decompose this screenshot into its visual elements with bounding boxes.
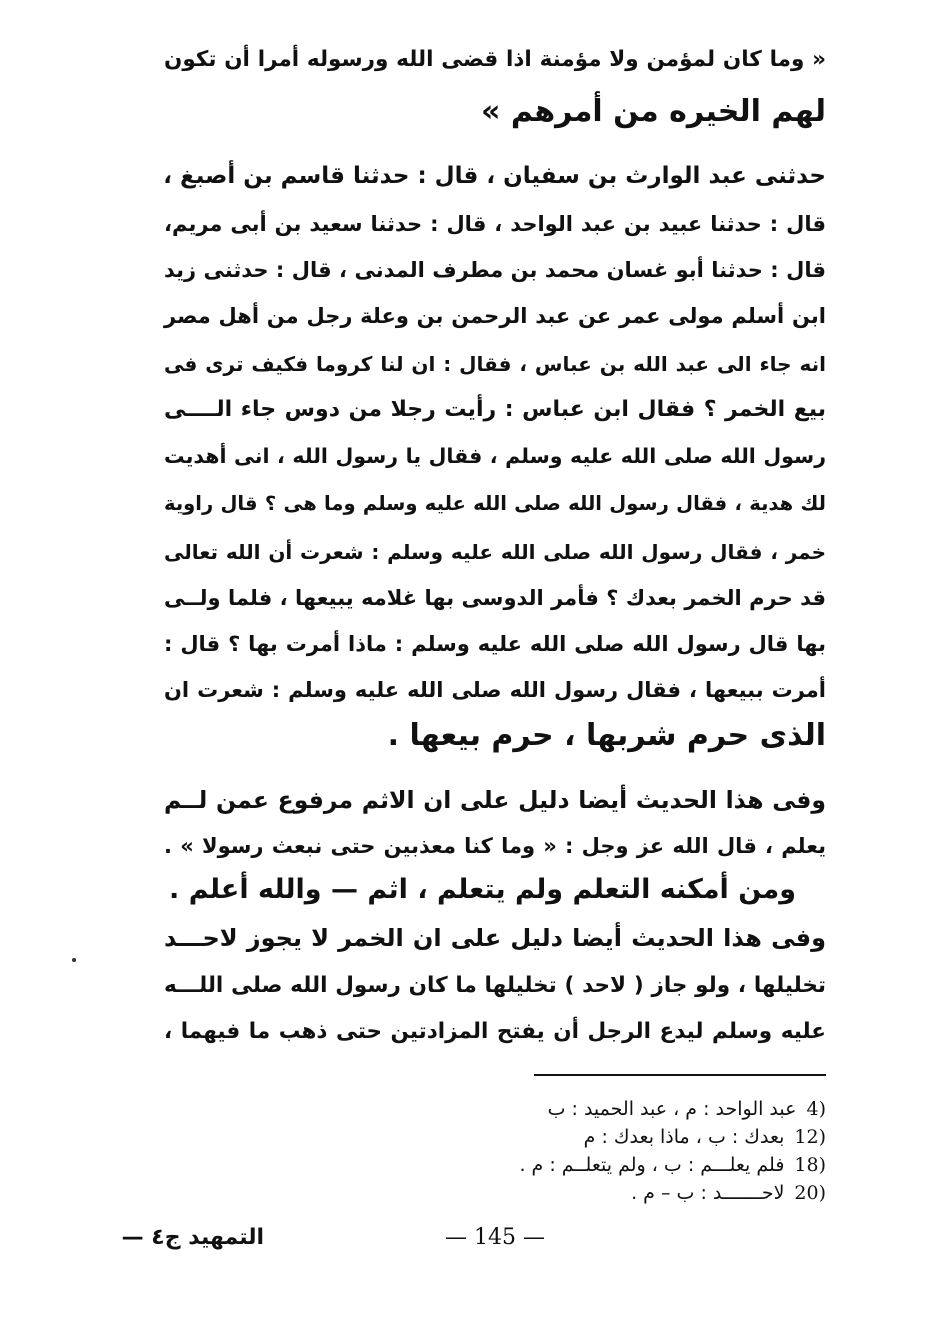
footnote-number: 12) xyxy=(794,1126,826,1148)
body-line: قال : حدثنا عبيد بن عبد الواحد ، قال : حدثنا سعيد بن أبى مريم، xyxy=(164,212,826,236)
body-line: قد حرم الخمر بعدك ؟ فأمر الدوسى بها غلامه يبيعها ، فلما ولــى xyxy=(164,586,826,610)
body-line: رسول الله صلى الله عليه وسلم ، فقال يا رسول الله ، انى أهديت xyxy=(164,444,826,468)
body-line: انه جاء الى عبد الله بن عباس ، فقال : ان لنا كروما فكيف ترى فى xyxy=(164,352,826,376)
footnote xyxy=(406,1096,826,1122)
footnote-text: بعدك : ب ، ماذا بعدك : م xyxy=(583,1126,785,1148)
body-line: بها قال رسول الله صلى الله عليه وسلم : ماذا أمرت بها ؟ قال : xyxy=(164,632,826,656)
body-line: تخليلها ، ولو جاز ( لاحد ) تخليلها ما كان رسول الله صلى اللـــه xyxy=(164,973,826,998)
body-line: حدثنى عبد الوارث بن سفيان ، قال : حدثنا قاسم بن أصبغ ، xyxy=(163,163,826,189)
body-line: ومن أمكنه التعلم ولم يتعلم ، اثم — والله أعلم . xyxy=(169,874,796,905)
body-line: يعلم ، قال الله عز وجل : « وما كنا معذبين حتى نبعث رسولا » . xyxy=(164,834,826,858)
scan-speck xyxy=(72,958,76,962)
body-line: « وما كان لمؤمن ولا مؤمنة اذا قضى الله ورسوله أمرا أن تكون xyxy=(164,47,826,72)
footnote-separator xyxy=(534,1074,826,1076)
footnote xyxy=(406,1152,826,1178)
footnote-number: 20) xyxy=(794,1182,826,1204)
footnote-text: فلم يعلـــم : ب ، ولم يتعلــم : م . xyxy=(519,1154,785,1176)
running-head: التمهيد ج٤ — xyxy=(121,1225,264,1250)
footnote xyxy=(406,1180,826,1206)
body-line: قال : حدثنا أبو غسان محمد بن مطرف المدنى ، قال : حدثنى زيد xyxy=(164,258,826,282)
body-line: خمر ، فقال رسول الله صلى الله عليه وسلم : شعرت أن الله تعالى xyxy=(164,540,826,564)
footnote-text: لاحـــــــد : ب – م . xyxy=(631,1182,785,1204)
footnote-text: عبد الواحد : م ، عبد الحميد : ب xyxy=(547,1098,797,1120)
body-line: بيع الخمر ؟ فقال ابن عباس : رأيت رجلا من دوس جاء الــــى xyxy=(164,397,826,422)
page-number: — 145 — xyxy=(445,1225,545,1250)
body-line: وفى هذا الحديث أيضا دليل على ان الخمر لا يجوز لاحـــد xyxy=(164,924,826,952)
footnote-number: 18) xyxy=(794,1154,826,1176)
body-line: ابن أسلم مولى عمر عن عبد الرحمن بن وعلة رجل من أهل مصر xyxy=(164,304,826,328)
body-line: لك هدية ، فقال رسول الله صلى الله عليه وسلم وما هى ؟ قال راوية xyxy=(164,492,826,515)
body-line: لهم الخيره من أمرهم » xyxy=(481,94,826,129)
body-line: وفى هذا الحديث أيضا دليل على ان الاثم مرفوع عمن لــم xyxy=(164,786,826,814)
footnote-number: 4) xyxy=(806,1098,826,1120)
body-line: أمرت ببيعها ، فقال رسول الله صلى الله عليه وسلم : شعرت ان xyxy=(164,678,826,702)
footnote xyxy=(406,1124,826,1150)
body-line: الذى حرم شربها ، حرم بيعها . xyxy=(387,718,826,753)
body-line: عليه وسلم ليدع الرجل أن يفتح المزادتين حتى ذهب ما فيهما ، xyxy=(164,1019,826,1044)
